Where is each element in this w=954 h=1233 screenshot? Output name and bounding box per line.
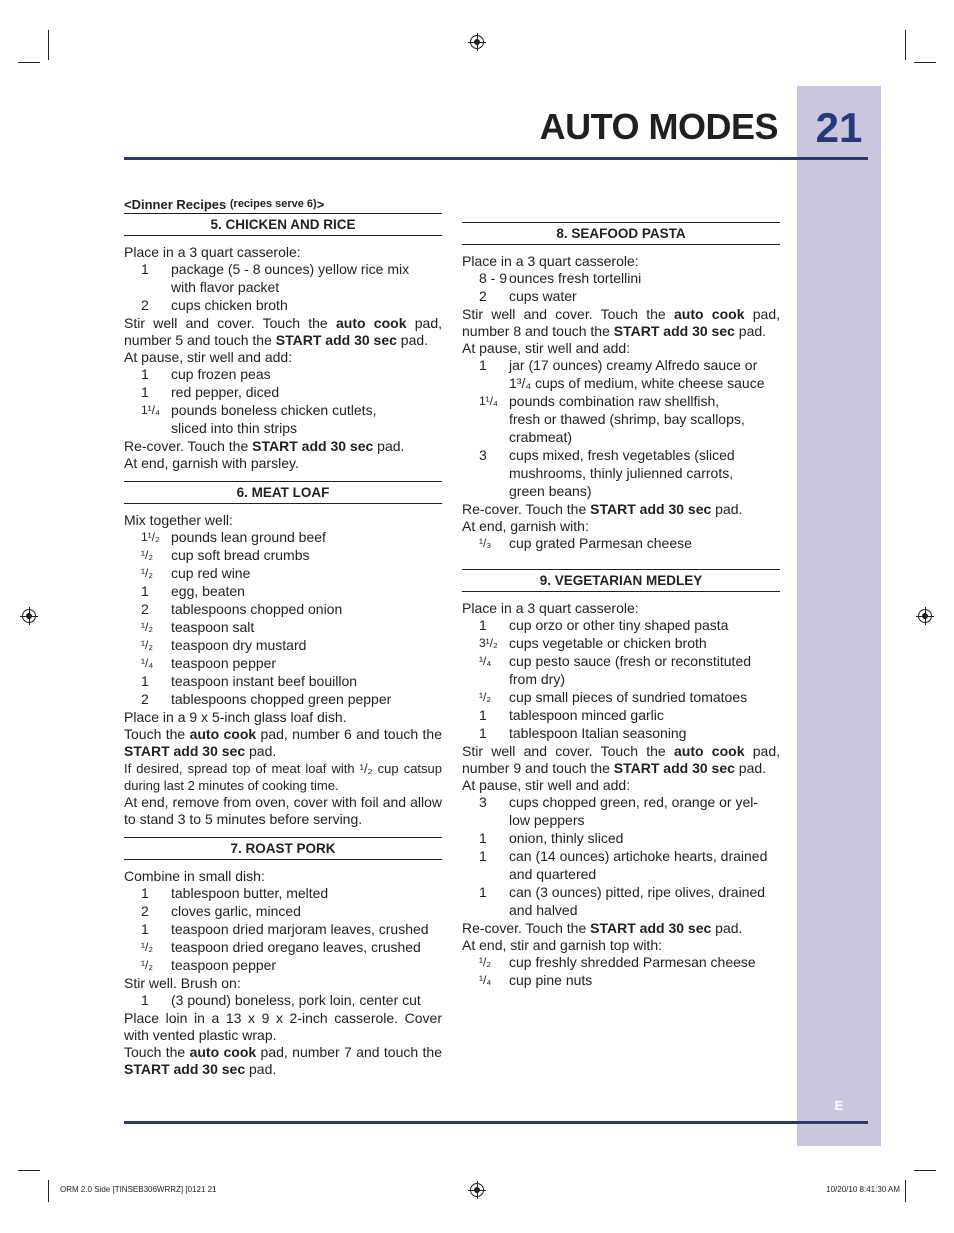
instruction: Place in a 3 quart casserole: bbox=[462, 253, 639, 269]
ingredient-quantity: ¹/₂ bbox=[141, 548, 153, 562]
ingredient-row bbox=[462, 954, 780, 971]
ingredient-quantity: ¹/₂ bbox=[479, 955, 491, 969]
instruction: If desired, spread top of meat loaf with ¹/₂ cup catsup during last 2 minutes of cooking time. bbox=[124, 761, 442, 793]
ingredient-row bbox=[124, 420, 442, 437]
instruction: Re-cover. Touch the START add 30 sec pad. bbox=[462, 920, 743, 936]
ingredient-row bbox=[124, 619, 442, 636]
ingredient-row bbox=[462, 689, 780, 706]
ingredient-text: tablespoon Italian seasoning bbox=[509, 725, 687, 741]
ingredient-quantity: 2 bbox=[141, 903, 149, 919]
instruction: Re-cover. Touch the START add 30 sec pad. bbox=[124, 438, 405, 454]
ingredient-quantity: 1 bbox=[479, 830, 487, 846]
ingredient-quantity: ¹/₂ bbox=[141, 958, 153, 972]
ingredient-quantity: 1 bbox=[141, 366, 149, 382]
ingredient-quantity: 2 bbox=[141, 691, 149, 707]
recipe-title: 7. ROAST PORK bbox=[124, 837, 442, 860]
ingredient-quantity: ¹/₄ bbox=[479, 654, 492, 668]
ingredient-quantity: 3 bbox=[479, 794, 487, 810]
ingredient-text: 1³/₄ cups of medium, white cheese sauce bbox=[509, 375, 765, 391]
ingredient-quantity: 1 bbox=[479, 357, 487, 373]
ingredient-row bbox=[124, 366, 442, 383]
ingredient-row bbox=[124, 529, 442, 546]
registration-mark-icon bbox=[22, 609, 36, 623]
ingredient-row bbox=[462, 429, 780, 446]
language-tab: E bbox=[834, 1098, 844, 1113]
ingredient-list bbox=[124, 366, 442, 437]
ingredient-text: sliced into thin strips bbox=[171, 420, 298, 436]
ingredient-text: cup pine nuts bbox=[509, 972, 593, 988]
crop-mark bbox=[914, 62, 936, 63]
ingredient-quantity bbox=[462, 411, 509, 428]
instruction: Mix together well: bbox=[124, 512, 233, 528]
ingredient-row bbox=[124, 601, 442, 618]
ingredient-quantity bbox=[124, 279, 171, 296]
ingredient-list bbox=[462, 794, 780, 919]
ingredient-text: low peppers bbox=[509, 812, 585, 828]
ingredient-text: tablespoons chopped onion bbox=[171, 601, 343, 617]
ingredient-quantity: 1 bbox=[141, 673, 149, 689]
instruction: Stir well and cover. Touch the auto cook pad, number 8 and touch the START add 30 sec pad. bbox=[462, 306, 780, 339]
ingredient-quantity: 8 - 9 bbox=[479, 270, 508, 286]
instruction: At pause, stir well and add: bbox=[462, 340, 631, 356]
ingredient-text: tablespoon butter, melted bbox=[171, 885, 329, 901]
header-rule bbox=[124, 157, 868, 160]
ingredient-list bbox=[462, 954, 780, 989]
page-number: 21 bbox=[815, 104, 863, 151]
ingredient-quantity: ¹/₂ bbox=[141, 638, 153, 652]
ingredient-text: cup orzo or other tiny shaped pasta bbox=[509, 617, 729, 633]
ingredient-quantity bbox=[462, 866, 509, 883]
ingredient-text: cups vegetable or chicken broth bbox=[509, 635, 707, 651]
ingredient-row bbox=[462, 465, 780, 482]
ingredient-quantity bbox=[462, 902, 509, 919]
ingredient-row bbox=[462, 671, 780, 688]
ingredient-quantity: 1 bbox=[141, 583, 149, 599]
ingredient-text: tablespoon minced garlic bbox=[509, 707, 664, 723]
ingredient-text: cups chicken broth bbox=[171, 297, 288, 313]
ingredient-quantity: 1 bbox=[479, 617, 487, 633]
page-title: AUTO MODES bbox=[539, 106, 778, 147]
ingredient-quantity: ¹/₂ bbox=[479, 690, 491, 704]
instruction: At end, garnish with parsley. bbox=[124, 455, 299, 471]
ingredient-row bbox=[462, 411, 780, 428]
ingredient-row bbox=[124, 565, 442, 582]
ingredient-text: and quartered bbox=[509, 866, 597, 882]
ingredient-list bbox=[462, 270, 780, 305]
ingredient-row bbox=[462, 447, 780, 464]
ingredient-row bbox=[462, 848, 780, 865]
ingredient-quantity: 1¹/₄ bbox=[141, 403, 160, 417]
ingredient-text: fresh or thawed (shrimp, bay scallops, bbox=[509, 411, 745, 427]
ingredient-text: cups mixed, fresh vegetables (sliced bbox=[509, 447, 735, 463]
ingredient-quantity: 1 bbox=[479, 707, 487, 723]
ingredient-text: cup grated Parmesan cheese bbox=[509, 535, 692, 551]
ingredient-row bbox=[462, 288, 780, 305]
ingredient-text: egg, beaten bbox=[171, 583, 245, 599]
ingredient-list bbox=[124, 885, 442, 974]
instruction: At end, remove from oven, cover with foil and allow to stand 3 to 5 minutes before serving. bbox=[124, 794, 442, 827]
ingredient-text: cups chopped green, red, orange or yel- bbox=[509, 794, 759, 810]
ingredient-row bbox=[124, 957, 442, 974]
ingredient-row bbox=[462, 357, 780, 374]
ingredient-text: green beans) bbox=[509, 483, 592, 499]
ingredient-quantity bbox=[462, 812, 509, 829]
ingredient-quantity: 3 bbox=[479, 447, 487, 463]
ingredient-row bbox=[462, 830, 780, 847]
ingredient-list bbox=[462, 535, 780, 552]
ingredient-quantity bbox=[462, 483, 509, 500]
footer-timestamp: 10/20/10 8:41:30 AM bbox=[826, 1185, 900, 1194]
ingredient-row bbox=[124, 279, 442, 296]
crop-mark bbox=[18, 1170, 40, 1171]
ingredient-quantity: 3¹/₂ bbox=[479, 636, 498, 650]
ingredient-quantity bbox=[462, 429, 509, 446]
ingredient-text: red pepper, diced bbox=[171, 384, 280, 400]
ingredient-quantity: ¹/₂ bbox=[141, 620, 153, 634]
crop-mark bbox=[48, 1180, 49, 1202]
ingredient-row bbox=[124, 297, 442, 314]
instruction: Stir well and cover. Touch the auto cook pad, number 5 and touch the START add 30 sec pad. bbox=[124, 315, 442, 348]
ingredient-row bbox=[124, 637, 442, 654]
ingredient-text: teaspoon pepper bbox=[171, 655, 277, 671]
ingredient-row bbox=[124, 939, 442, 956]
ingredient-row bbox=[124, 885, 442, 902]
instruction: Place in a 3 quart casserole: bbox=[462, 600, 639, 616]
ingredient-list bbox=[124, 992, 442, 1009]
ingredient-text: cup small pieces of sundried tomatoes bbox=[509, 689, 748, 705]
ingredient-text: cup red wine bbox=[171, 565, 251, 581]
crop-mark bbox=[914, 1170, 936, 1171]
ingredient-text: cloves garlic, minced bbox=[171, 903, 301, 919]
ingredient-text: crabmeat) bbox=[509, 429, 573, 445]
instruction: At end, garnish with: bbox=[462, 518, 589, 534]
ingredient-quantity: 2 bbox=[141, 297, 149, 313]
ingredient-quantity: 1 bbox=[141, 992, 149, 1008]
ingredient-row bbox=[462, 635, 780, 652]
ingredient-quantity: 1 bbox=[479, 725, 487, 741]
ingredient-text: can (3 ounces) pitted, ripe olives, drained bbox=[509, 884, 766, 900]
instruction: At end, stir and garnish top with: bbox=[462, 937, 662, 953]
ingredient-row bbox=[462, 483, 780, 500]
ingredient-text: cup soft bread crumbs bbox=[171, 547, 310, 563]
ingredient-row bbox=[462, 884, 780, 901]
ingredient-row bbox=[462, 393, 780, 410]
recipe-title: 9. VEGETARIAN MEDLEY bbox=[462, 569, 780, 592]
ingredient-quantity bbox=[124, 420, 171, 437]
ingredient-text: from dry) bbox=[509, 671, 565, 687]
footer-rule bbox=[124, 1121, 868, 1124]
crop-mark bbox=[905, 1180, 906, 1202]
ingredient-text: teaspoon instant beef bouillon bbox=[171, 673, 358, 689]
ingredient-row bbox=[462, 902, 780, 919]
registration-mark-icon bbox=[470, 35, 484, 49]
ingredient-row bbox=[462, 270, 780, 287]
ingredient-row bbox=[462, 866, 780, 883]
instruction: At pause, stir well and add: bbox=[462, 777, 631, 793]
instruction: Re-cover. Touch the START add 30 sec pad. bbox=[462, 501, 743, 517]
recipe-title: 5. CHICKEN AND RICE bbox=[124, 213, 442, 236]
footer-file-info: ORM 2.0 Side [TINSEB306WRRZ] [0121 21 bbox=[60, 1185, 217, 1194]
instruction: At pause, stir well and add: bbox=[124, 349, 293, 365]
ingredient-text: tablespoons chopped green pepper bbox=[171, 691, 392, 707]
registration-mark-icon bbox=[470, 1183, 484, 1197]
ingredient-text: (3 pound) boneless, pork loin, center cut bbox=[171, 992, 421, 1008]
instruction: Place in a 9 x 5-inch glass loaf dish. bbox=[124, 709, 347, 725]
ingredient-row bbox=[124, 992, 442, 1009]
ingredient-quantity: 1 bbox=[141, 885, 149, 901]
ingredient-row bbox=[462, 725, 780, 742]
ingredient-text: ounces fresh tortellini bbox=[509, 270, 642, 286]
ingredient-list bbox=[124, 261, 442, 314]
ingredient-row bbox=[462, 653, 780, 670]
ingredient-quantity: 1¹/₂ bbox=[141, 530, 160, 544]
recipe-title: 8. SEAFOOD PASTA bbox=[462, 222, 780, 245]
ingredient-text: cup pesto sauce (fresh or reconstituted bbox=[509, 653, 752, 669]
ingredient-row bbox=[124, 583, 442, 600]
ingredient-row bbox=[124, 261, 442, 278]
ingredient-row bbox=[462, 535, 780, 552]
ingredient-text: with flavor packet bbox=[171, 279, 280, 295]
ingredient-quantity: ¹/₃ bbox=[479, 536, 492, 550]
ingredient-quantity: 1 bbox=[141, 921, 149, 937]
ingredient-text: pounds lean ground beef bbox=[171, 529, 326, 545]
ingredient-row bbox=[124, 921, 442, 938]
ingredient-quantity: 2 bbox=[479, 288, 487, 304]
crop-mark bbox=[905, 30, 906, 60]
ingredient-row bbox=[124, 402, 442, 419]
ingredient-list bbox=[462, 357, 780, 500]
ingredient-list bbox=[124, 529, 442, 708]
ingredient-quantity: ¹/₄ bbox=[479, 973, 492, 987]
side-tab bbox=[797, 86, 881, 1146]
instruction: Place loin in a 13 x 9 x 2-inch casserole. Cover with vented plastic wrap. bbox=[124, 1010, 442, 1043]
left-column bbox=[124, 196, 442, 1078]
ingredient-row bbox=[462, 812, 780, 829]
ingredient-row bbox=[462, 707, 780, 724]
dinner-recipes-heading: <Dinner Recipes (recipes serve 6)> bbox=[124, 197, 325, 212]
ingredient-row bbox=[124, 691, 442, 708]
ingredient-text: teaspoon salt bbox=[171, 619, 255, 635]
crop-mark bbox=[48, 30, 49, 60]
ingredient-quantity bbox=[462, 375, 509, 392]
ingredient-text: jar (17 ounces) creamy Alfredo sauce or bbox=[509, 357, 758, 373]
ingredient-text: teaspoon pepper bbox=[171, 957, 277, 973]
right-column bbox=[462, 222, 780, 990]
ingredient-row bbox=[462, 972, 780, 989]
ingredient-text: cups water bbox=[509, 288, 577, 304]
registration-mark-icon bbox=[918, 609, 932, 623]
crop-mark bbox=[18, 62, 40, 63]
ingredient-text: and halved bbox=[509, 902, 578, 918]
ingredient-quantity bbox=[462, 465, 509, 482]
ingredient-quantity: 1¹/₄ bbox=[479, 394, 498, 408]
ingredient-text: teaspoon dry mustard bbox=[171, 637, 307, 653]
ingredient-row bbox=[124, 547, 442, 564]
ingredient-quantity: 1 bbox=[141, 384, 149, 400]
instruction: Place in a 3 quart casserole: bbox=[124, 244, 301, 260]
instruction: Touch the auto cook pad, number 7 and touch the START add 30 sec pad. bbox=[124, 1044, 442, 1077]
ingredient-quantity: 1 bbox=[479, 848, 487, 864]
ingredient-list bbox=[462, 617, 780, 742]
instruction: Stir well. Brush on: bbox=[124, 975, 241, 991]
ingredient-text: cup freshly shredded Parmesan cheese bbox=[509, 954, 756, 970]
ingredient-text: pounds combination raw shellfish, bbox=[509, 393, 720, 409]
ingredient-row bbox=[124, 384, 442, 401]
ingredient-quantity: ¹/₂ bbox=[141, 566, 153, 580]
ingredient-quantity: 2 bbox=[141, 601, 149, 617]
ingredient-text: pounds boneless chicken cutlets, bbox=[171, 402, 377, 418]
ingredient-text: teaspoon dried marjoram leaves, crushed bbox=[171, 921, 429, 937]
recipe-title: 6. MEAT LOAF bbox=[124, 481, 442, 504]
instruction: Combine in small dish: bbox=[124, 868, 265, 884]
ingredient-row bbox=[124, 903, 442, 920]
instruction: Stir well and cover. Touch the auto cook pad, number 9 and touch the START add 30 sec pad. bbox=[462, 743, 780, 776]
ingredient-text: can (14 ounces) artichoke hearts, drained bbox=[509, 848, 768, 864]
ingredient-row bbox=[124, 673, 442, 690]
ingredient-text: cup frozen peas bbox=[171, 366, 271, 382]
ingredient-row bbox=[462, 617, 780, 634]
instruction: Touch the auto cook pad, number 6 and touch the START add 30 sec pad. bbox=[124, 726, 442, 759]
ingredient-row bbox=[462, 794, 780, 811]
ingredient-quantity bbox=[462, 671, 509, 688]
ingredient-text: teaspoon dried oregano leaves, crushed bbox=[171, 939, 421, 955]
ingredient-quantity: 1 bbox=[479, 884, 487, 900]
ingredient-quantity: ¹/₄ bbox=[141, 656, 154, 670]
ingredient-row bbox=[124, 655, 442, 672]
ingredient-text: onion, thinly sliced bbox=[509, 830, 624, 846]
ingredient-quantity: 1 bbox=[141, 261, 149, 277]
ingredient-row bbox=[462, 375, 780, 392]
ingredient-text: mushrooms, thinly julienned carrots, bbox=[509, 465, 734, 481]
ingredient-quantity: ¹/₂ bbox=[141, 940, 153, 954]
ingredient-text: package (5 - 8 ounces) yellow rice mix bbox=[171, 261, 410, 277]
